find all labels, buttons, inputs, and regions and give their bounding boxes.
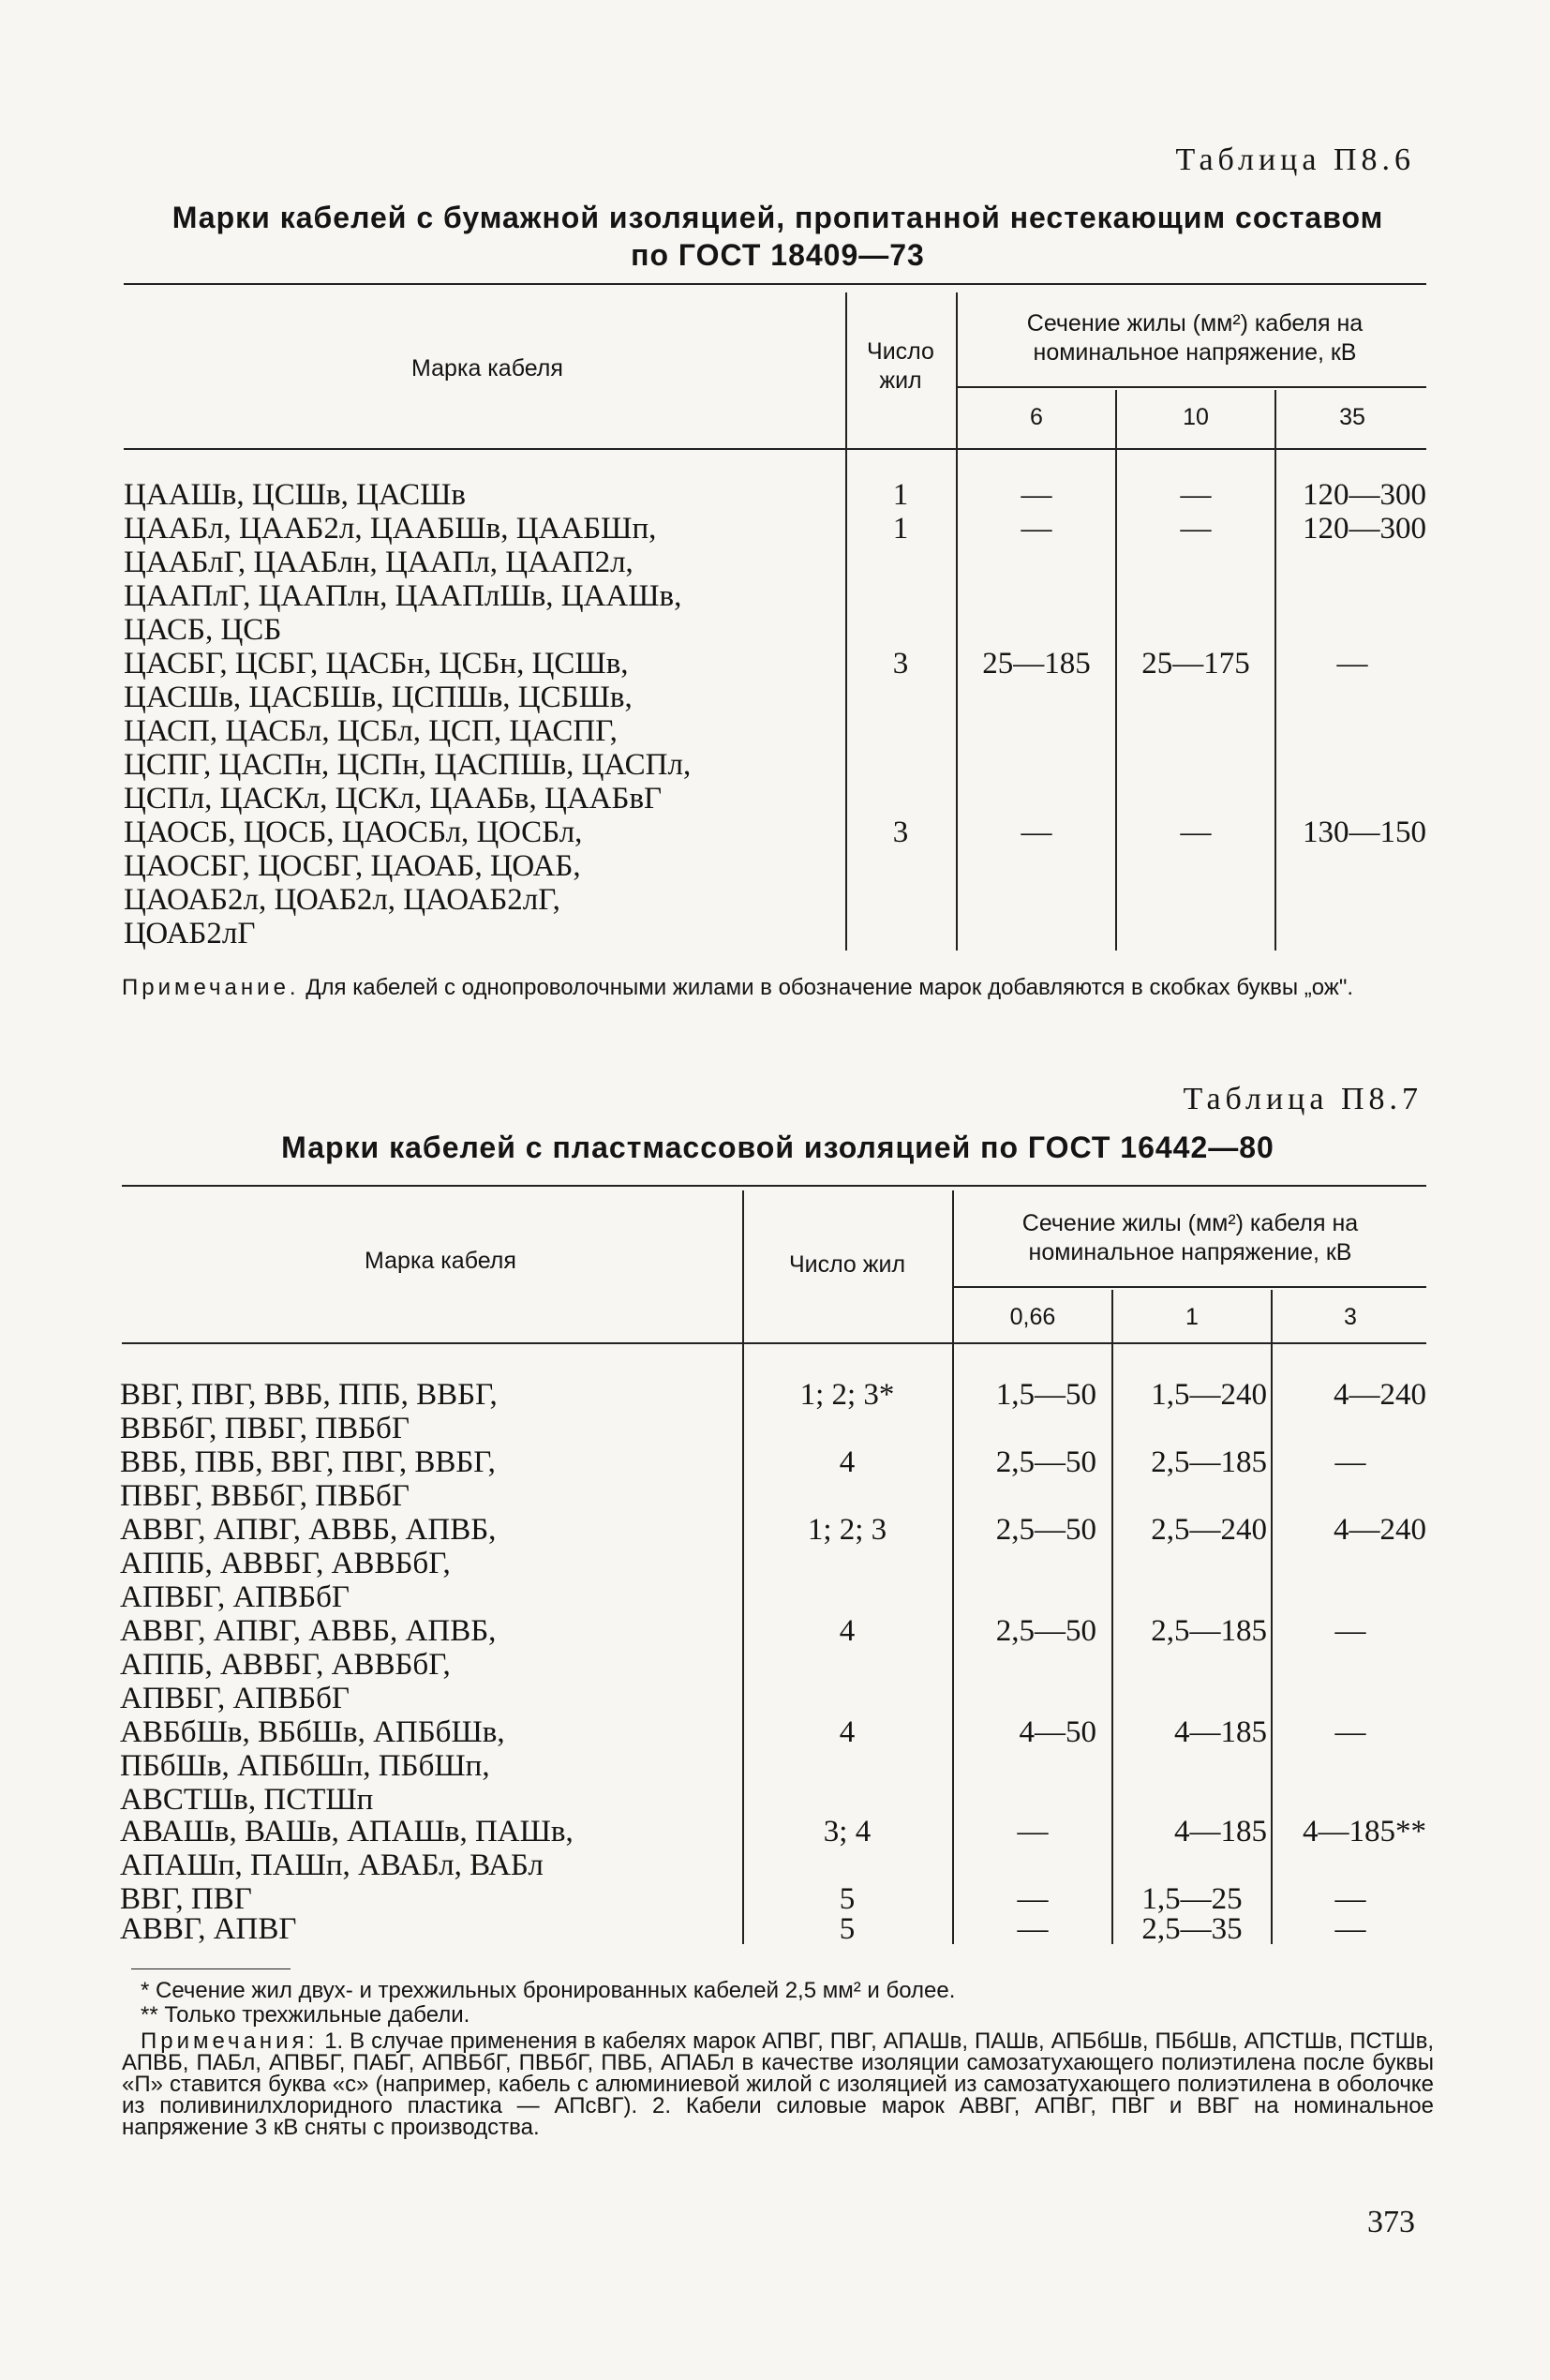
table2-row-cores: 5 bbox=[839, 1882, 856, 1916]
table2-row-brand: ВВГ, ПВГ bbox=[120, 1882, 252, 1916]
table1-label: Таблица П8.6 bbox=[1175, 142, 1415, 177]
table2-row-v2: 1,5—25 bbox=[1141, 1882, 1243, 1916]
table2-row-brand: ВВГ, ПВГ, ВВБ, ППБ, ВВБГ, ВВБбГ, ПВБГ, ПВБбГ bbox=[120, 1378, 498, 1445]
table1-row-brand: ЦААШв, ЦСШв, ЦАСШв bbox=[124, 478, 466, 512]
table2-row-cores: 1; 2; 3 bbox=[807, 1513, 887, 1547]
table2-header-v2: 1 bbox=[1185, 1304, 1199, 1330]
table2-row-brand: АВАШв, ВАШв, АПАШв, ПАШв, АПАШп, ПАШп, АВАБл, ВАБл bbox=[120, 1815, 574, 1882]
table1-header-v1: 6 bbox=[1030, 404, 1043, 430]
table2-row-v1: 2,5—50 bbox=[995, 1614, 1096, 1648]
table1-row-v1: — bbox=[1021, 512, 1052, 546]
table2-label: Таблица П8.7 bbox=[1183, 1082, 1423, 1116]
table2-row-cores: 4 bbox=[839, 1614, 856, 1648]
table2-row-v3: 4—185** bbox=[1303, 1815, 1426, 1849]
table1-title-line2: по ГОСТ 18409—73 bbox=[631, 238, 925, 272]
table1-row-v2: — bbox=[1180, 816, 1212, 849]
table2-row-cores: 4 bbox=[839, 1715, 856, 1749]
table1-row-v3: — bbox=[1336, 647, 1368, 681]
table1-title bbox=[122, 199, 1434, 274]
table2-top-rule bbox=[122, 1185, 1426, 1187]
table2-row-v2: 2,5—185 bbox=[1151, 1614, 1267, 1648]
table1-row-brand: ЦАСБГ, ЦСБГ, ЦАСБн, ЦСБн, ЦСШв, ЦАСШв, ЦАСБШв, ЦСПШв, ЦСБШв, ЦАСП, ЦАСБл, ЦСБл, ЦСП, ЦАСПГ, ЦСПГ, ЦАСПн, ЦСПн, ЦАСПШв, ЦАСПл, ЦСПл, ЦАСКл, ЦСКл, ЦААБв, ЦААБвГ bbox=[124, 647, 692, 816]
table1-header-section: Сечение жилы (мм²) кабеля на номинальное напряжение, кВ bbox=[1026, 310, 1364, 366]
page-number: 373 bbox=[1367, 2205, 1415, 2239]
table2-row-v1: — bbox=[1017, 1815, 1049, 1849]
table2-row-v3: — bbox=[1334, 1715, 1366, 1749]
table1-col-sep-1 bbox=[845, 292, 847, 951]
table2-header-brand: Марка кабеля bbox=[365, 1248, 516, 1274]
table2-row-brand: АВБбШв, ВБбШв, АПБбШв, ПБбШв, АПБбШп, ПБбШп, АВСТШв, ПСТШп bbox=[120, 1715, 505, 1817]
table2-title: Марки кабелей с пластмассовой изоляцией по ГОСТ 16442—80 bbox=[281, 1130, 1274, 1164]
table2-row-v1: — bbox=[1017, 1912, 1049, 1946]
table2-row-v3: 4—240 bbox=[1334, 1513, 1426, 1547]
table1-row-v3: 130—150 bbox=[1303, 816, 1426, 849]
table1-row-v3: 120—300 bbox=[1303, 478, 1426, 512]
table2-col-sep-2 bbox=[952, 1190, 954, 1944]
table1-note-text: Для кабелей с однопроволочными жилами в обозначение марок добавляются в скобках буквы „ож". bbox=[306, 975, 1354, 1000]
table2-row-v2: 4—185 bbox=[1174, 1715, 1267, 1749]
table2-voltage-rule bbox=[952, 1286, 1426, 1288]
table1-row-cores: 1 bbox=[892, 478, 909, 512]
table1-header-brand: Марка кабеля bbox=[411, 355, 563, 382]
table1-row-v3: 120—300 bbox=[1303, 512, 1426, 546]
table2-notes-text: 1. В случае применения в кабелях марок АПВГ, ПВГ, АПАШв, ПАШв, АПБбШв, ПБбШв, АПСТШв, ПСТШв, АПВБ, ПАБл, АПВБГ, ПАБГ, АПВБбГ, ПВБбГ, ПВБ, АПАБл в качестве изоляции самозатухающего полиэтилена после буквы «П» ставится буква «с» (например, кабель с алюминиевой жилой с изоляцией из самозатухающего полиэтилена в оболочке из поливинилхлоридного пластика — АПсВГ). 2. Кабели силовые марок АВВГ, АПВГ, ПВГ и ВВГ на номинальное напряжение 3 кВ сняты с производства. bbox=[122, 2028, 1435, 2140]
table2-row-v1: 4—50 bbox=[1019, 1715, 1096, 1749]
table1-header-v3: 35 bbox=[1339, 404, 1365, 430]
table2-row-brand: АВВГ, АПВГ, АВВБ, АПВБ, АППБ, АВВБГ, АВВБбГ, АПВБГ, АПВБбГ bbox=[120, 1513, 497, 1614]
table1-header-rule bbox=[124, 448, 1426, 450]
table1-row-v1: 25—185 bbox=[982, 647, 1091, 681]
table2-row-v2: 2,5—185 bbox=[1151, 1445, 1267, 1479]
table1-col-sep-3 bbox=[1115, 390, 1117, 951]
table1-row-cores: 1 bbox=[892, 512, 909, 546]
table2-header-section: Сечение жилы (мм²) кабеля на номинальное напряжение, кВ bbox=[1021, 1210, 1359, 1265]
table2-row-v2: 4—185 bbox=[1174, 1815, 1267, 1849]
table2-notes-label: Примечания: bbox=[141, 2028, 319, 2054]
table1-row-v2: — bbox=[1180, 478, 1212, 512]
table2-header-cores: Число жил bbox=[788, 1251, 906, 1278]
footnote-1: * Сечение жил двух- и трехжильных бронированных кабелей 2,5 мм² и более. bbox=[141, 1978, 956, 2003]
table2-row-v1: 2,5—50 bbox=[995, 1513, 1096, 1547]
table1-title-line1: Марки кабелей с бумажной изоляцией, пропитанной нестекающим составом bbox=[171, 201, 1384, 234]
footnote-2: ** Только трехжильные дабели. bbox=[141, 2002, 470, 2028]
footnote-rule bbox=[131, 1968, 291, 1969]
table2-row-v3: — bbox=[1334, 1614, 1366, 1648]
table2-header-v3: 3 bbox=[1344, 1304, 1357, 1330]
table2-row-v2: 2,5—35 bbox=[1141, 1912, 1243, 1946]
table2-row-v3: — bbox=[1334, 1445, 1366, 1479]
table2-row-v1: 2,5—50 bbox=[995, 1445, 1096, 1479]
table2-col-sep-3 bbox=[1111, 1290, 1113, 1944]
table1-note-label: Примечание. bbox=[122, 975, 300, 1000]
table1-voltage-rule bbox=[956, 386, 1426, 388]
table1-header-v2: 10 bbox=[1183, 404, 1209, 430]
table1-row-cores: 3 bbox=[892, 647, 909, 681]
table2-row-v3: 4—240 bbox=[1334, 1378, 1426, 1412]
table1-row-v1: — bbox=[1021, 478, 1052, 512]
table2-row-v3: — bbox=[1334, 1912, 1366, 1946]
table2-row-brand: АВВГ, АПВГ, АВВБ, АПВБ, АППБ, АВВБГ, АВВБбГ, АПВБГ, АПВБбГ bbox=[120, 1614, 497, 1715]
table1-col-sep-2 bbox=[956, 292, 958, 951]
table2-notes bbox=[122, 2030, 1434, 2138]
table2-row-v3: — bbox=[1334, 1882, 1366, 1916]
table2-header-rule bbox=[122, 1342, 1426, 1344]
table1-row-v2: — bbox=[1180, 512, 1212, 546]
table2-row-cores: 3; 4 bbox=[823, 1815, 872, 1849]
table2-row-brand: ВВБ, ПВБ, ВВГ, ПВГ, ВВБГ, ПВБГ, ВВБбГ, ПВБбГ bbox=[120, 1445, 496, 1513]
table2-row-v1: — bbox=[1017, 1882, 1049, 1916]
table1-row-cores: 3 bbox=[892, 816, 909, 849]
table1-col-sep-4 bbox=[1274, 390, 1276, 951]
table1-row-v1: — bbox=[1021, 816, 1052, 849]
table1-header-cores: Число жил bbox=[867, 338, 934, 394]
table2-col-sep-1 bbox=[742, 1190, 744, 1944]
table2-row-cores: 5 bbox=[839, 1912, 856, 1946]
table2-row-cores: 4 bbox=[839, 1445, 856, 1479]
table1-top-rule bbox=[124, 283, 1426, 285]
table2-row-v2: 1,5—240 bbox=[1151, 1378, 1267, 1412]
table1-note bbox=[122, 977, 1434, 998]
table1-row-brand: ЦАОСБ, ЦОСБ, ЦАОСБл, ЦОСБл, ЦАОСБГ, ЦОСБГ, ЦАОАБ, ЦОАБ, ЦАОАБ2л, ЦОАБ2л, ЦАОАБ2лГ, ЦОАБ2лГ bbox=[124, 816, 583, 951]
table2-col-sep-4 bbox=[1271, 1290, 1273, 1944]
table1-row-brand: ЦААБл, ЦААБ2л, ЦААБШв, ЦААБШп, ЦААБлГ, ЦААБлн, ЦААПл, ЦААП2л, ЦААПлГ, ЦААПлн, ЦААПлШв, ЦААШв, ЦАСБ, ЦСБ bbox=[124, 512, 682, 647]
table2-row-brand: АВВГ, АПВГ bbox=[120, 1912, 297, 1946]
table2-row-v2: 2,5—240 bbox=[1151, 1513, 1267, 1547]
table2-header-v1: 0,66 bbox=[1009, 1304, 1056, 1330]
table2-row-cores: 1; 2; 3* bbox=[799, 1378, 895, 1412]
table2-row-v1: 1,5—50 bbox=[995, 1378, 1096, 1412]
table1-row-v2: 25—175 bbox=[1141, 647, 1250, 681]
